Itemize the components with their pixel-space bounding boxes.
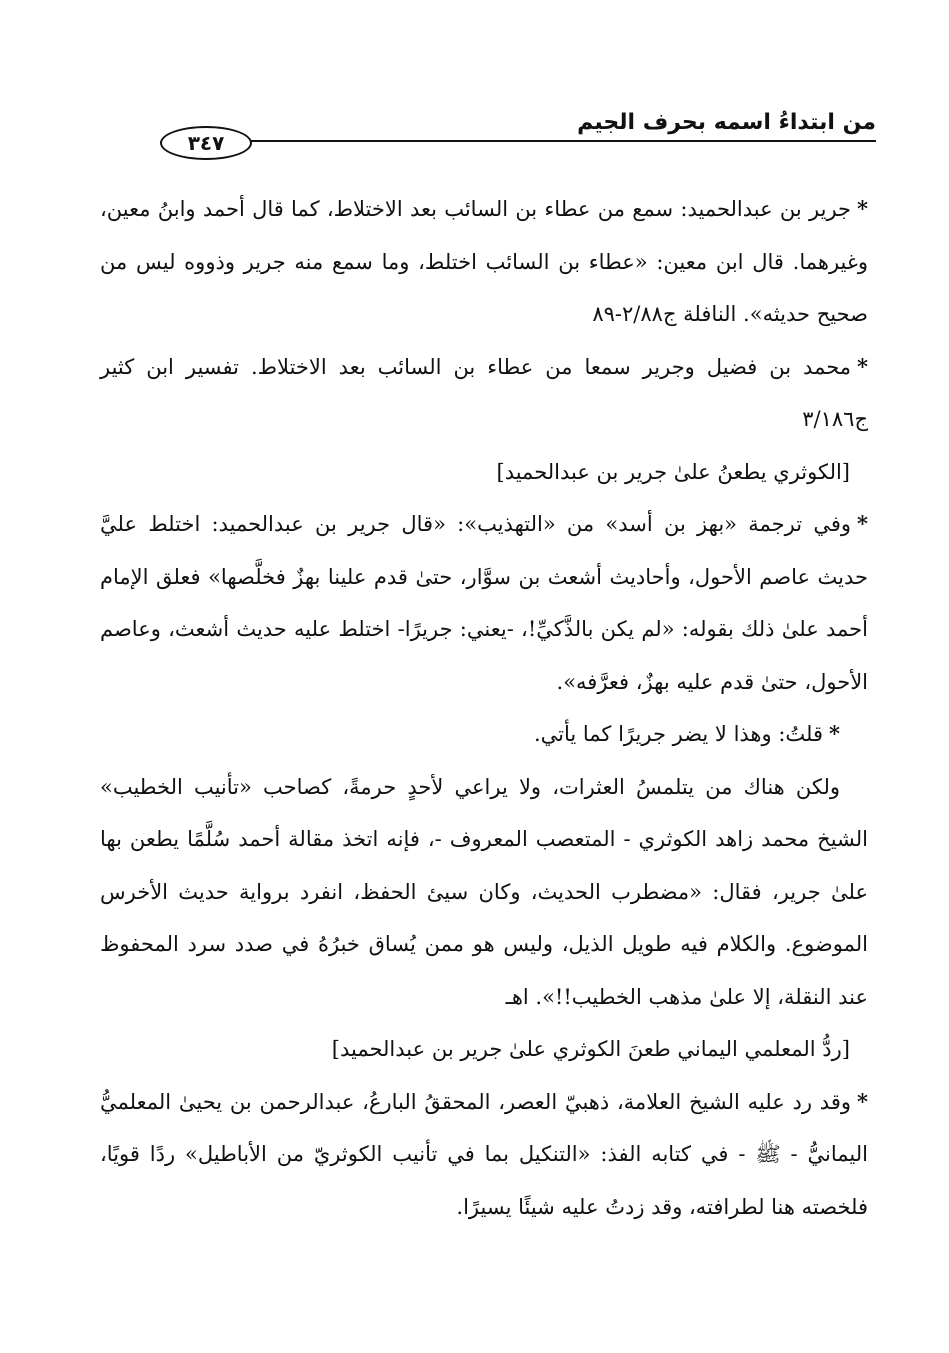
page-number-badge: ٣٤٧ xyxy=(160,126,252,160)
paragraph-bahz-tarjama xyxy=(100,498,868,708)
paragraph-text: قلتُ: وهذا لا يضر جريرًا كما يأتي. xyxy=(533,722,824,746)
paragraph-text: جرير بن عبدالحميد: سمع من عطاء بن السائب بعد الاختلاط، كما قال أحمد وابنُ معين، وغيرهما. قال ابن معين: «عطاء بن السائب اختلط، وما سمع منه جرير وذووه ليس من صحيح حديثه». النافلة ج٢/٨٨-٨٩ xyxy=(100,197,868,326)
paragraph-text: محمد بن فضيل وجرير سمعا من عطاء بن السائب بعد الاختلاط. تفسير ابن كثير ج٣/١٨٦ xyxy=(100,354,868,431)
star-bullet: * xyxy=(857,1088,868,1114)
paragraph-qultu xyxy=(100,708,868,761)
star-bullet: * xyxy=(829,721,840,746)
running-title: من ابتداءُ اسمه بحرف الجيم xyxy=(577,110,876,135)
page-header xyxy=(100,104,876,154)
paragraph-muhammad-fudayl xyxy=(100,341,868,446)
paragraph-jarir-ikhtilat xyxy=(100,183,868,341)
star-bullet: * xyxy=(857,196,868,221)
paragraph-text: وقد رد عليه الشيخ العلامة، ذهبيّ العصر، المحققُ البارعُ، عبدالرحمن بن يحيىٰ المعلميُّ اليمانيُّ - ﷺ - في كتابه الفذ: «التنكيل بما في تأنيب الكوثريّ من الأباطيل» ردًا قويًا، فلخصته هنا لطرافته، وقد زدتُ عليه شيئًا يسيرًا. xyxy=(100,1089,868,1219)
header-rule xyxy=(240,140,876,142)
paragraph-muallimi-reply xyxy=(100,1076,868,1234)
section-heading-muallimi: [ردُّ المعلمي اليماني طعنَ الكوثري علىٰ جرير بن عبدالحميد] xyxy=(331,1037,850,1061)
paragraph-text: وفي ترجمة «بهز بن أسد» من «التهذيب»: «قال جرير بن عبدالحميد: اختلط عليَّ حديث عاصم الأحول، وأحاديث أشعث بن سوَّار، حتىٰ قدم علينا بهزٌ فخلَّصها» فعلق الإمام أحمد علىٰ ذلك بقوله: «لم يكن بالذَّكيِّ!، -يعني: جريرًا- اختلط عليه حديث أشعث، وعاصم الأحول، حتىٰ قدم عليه بهزٌ، فعرَّفه». xyxy=(100,512,868,694)
body-text xyxy=(100,183,868,1233)
star-bullet: * xyxy=(857,511,868,536)
paragraph-kawthari-critique: ولكن هناك من يتلمسُ العثرات، ولا يراعي لأحدٍ حرمةً، كصاحب «تأنيب الخطيب» الشيخ محمد زاهد الكوثري - المتعصب المعروف -، فإنه اتخذ مقالة أحمد سُلَّمًا يطعن بها علىٰ جرير، فقال: «مضطرب الحديث، وكان سيئ الحفظ، انفرد برواية حديث الأخرس الموضوع. والكلام فيه طويل الذيل، وليس هو ممن يُساق خبرُهُ في صدد سرد المحفوظ عند النقلة، إلا علىٰ مذهب الخطيب!!». اهـ xyxy=(100,774,868,1009)
star-bullet: * xyxy=(857,353,868,379)
section-heading-kawthari: [الكوثري يطعنُ علىٰ جرير بن عبدالحميد] xyxy=(496,459,850,484)
